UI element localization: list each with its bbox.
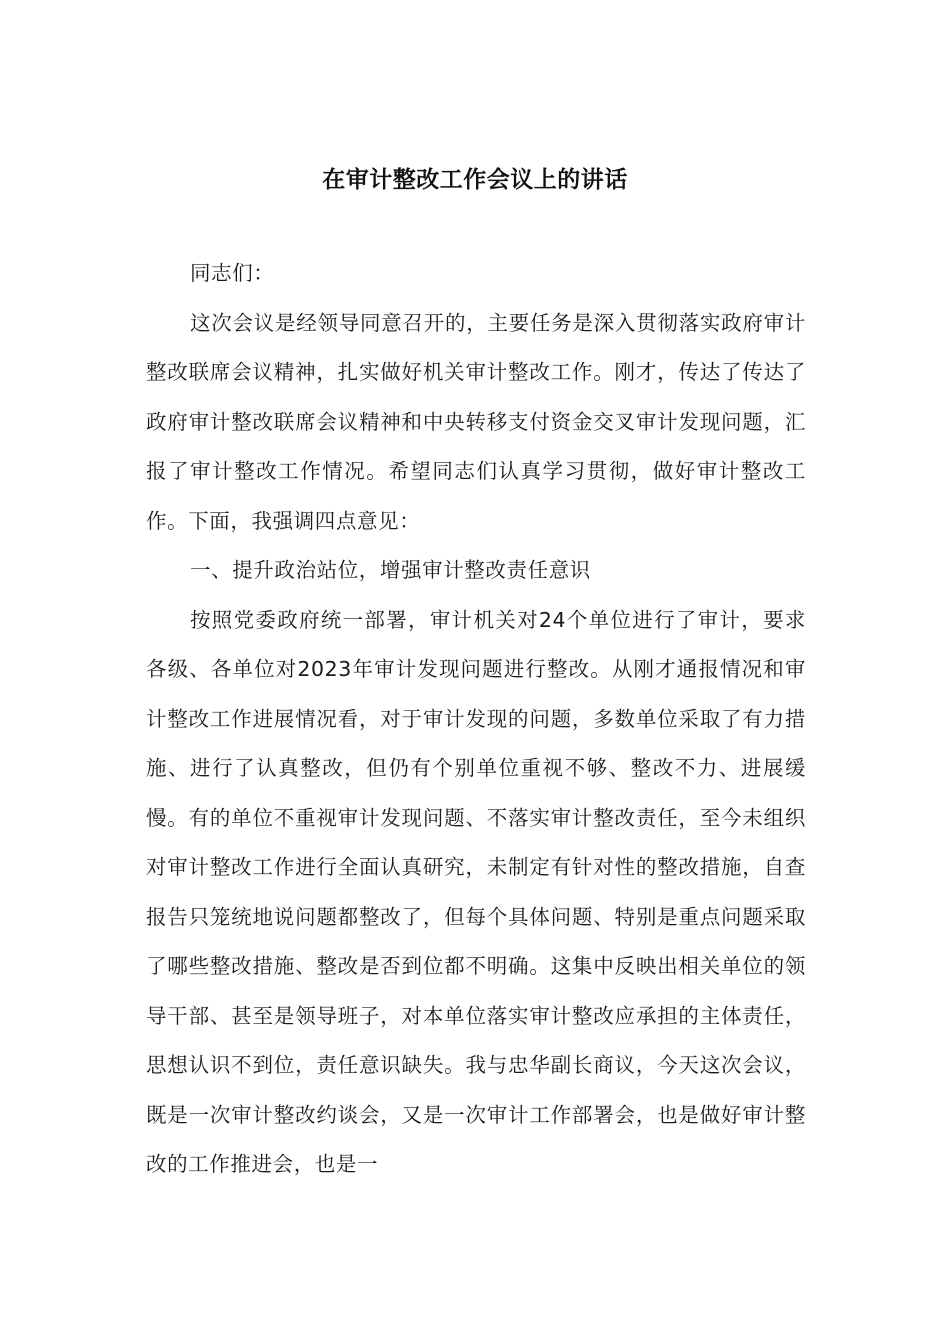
section-heading-1: 一、提升政治站位，增强审计整改责任意识 <box>190 558 591 582</box>
document-body <box>146 249 806 1190</box>
salutation-paragraph: 同志们： <box>190 261 275 285</box>
body-paragraph: 按照党委政府统一部署，审计机关对24个单位进行了审计，要求各级、各单位对2023年审计发现问题进行整改。从刚才通报情况和审计整改工作进展情况看，对于审计发现的问题，多数单位采取了有力措施、进行了认真整改，但仍有个别单位重视不够、整改不力、进展缓慢。有的单位不重视审计发现问题、不落实审计整改责任，至今未组织对审计整改工作进行全面认真研究，未制定有针对性的整改措施，自查报告只笼统地说问题都整改了，但每个具体问题、特别是重点问题采取了哪些整改措施、整改是否到位都不明确。这集中反映出相关单位的领导干部、甚至是领导班子，对本单位落实审计整改应承担的主体责任，思想认识不到位，责任意识缺失。我与忠华副长商议，今天这次会议，既是一次审计整改约谈会，又是一次审计工作部署会，也是做好审计整改的工作推进会，也是一 <box>146 607 806 1176</box>
intro-paragraph: 这次会议是经领导同意召开的，主要任务是深入贯彻落实政府审计整改联席会议精神，扎实做好机关审计整改工作。刚才，传达了传达了政府审计整改联席会议精神和中央转移支付资金交叉审计发现问题，汇报了审计整改工作情况。希望同志们认真学习贯彻，做好审计整改工作。下面，我强调四点意见： <box>146 310 806 533</box>
document-title: 在审计整改工作会议上的讲话 <box>322 166 628 193</box>
